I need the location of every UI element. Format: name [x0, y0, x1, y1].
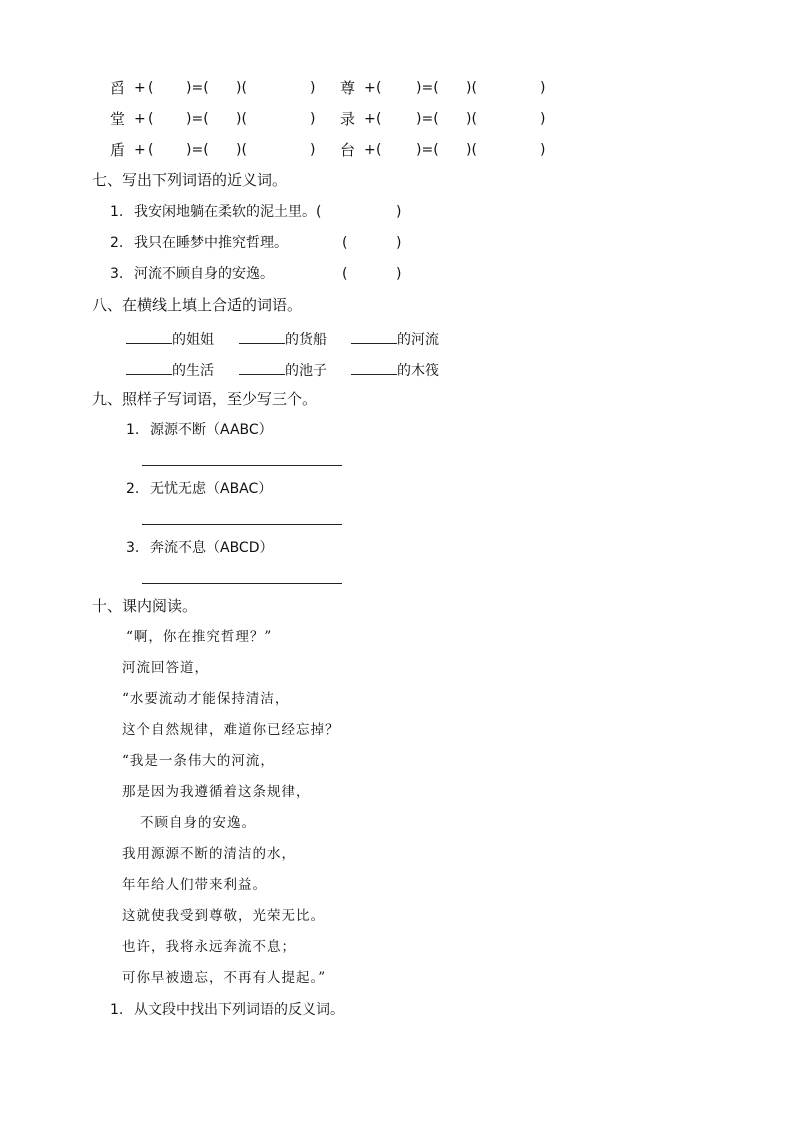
item-number: 1. [110, 204, 124, 220]
compound-char: 台 [340, 141, 356, 159]
paren-pair: )( [236, 80, 247, 96]
poem-line: 也许，我将永远奔流不息； [122, 939, 296, 955]
answer-blank[interactable] [126, 358, 172, 375]
plus-sign: + [364, 80, 376, 96]
plus-sign: + [134, 142, 146, 158]
paren-equals: )=( [416, 142, 439, 158]
item-number: 3. [126, 540, 140, 556]
compound-char: 堂 [110, 110, 126, 128]
answer-blank[interactable] [351, 358, 397, 375]
answer-blank[interactable] [239, 358, 285, 375]
answer-line[interactable] [142, 524, 342, 525]
paren-close: ) [540, 111, 546, 127]
item-number: 1. [126, 422, 140, 438]
paren-close: ) [396, 266, 402, 282]
paren-close: ) [310, 111, 316, 127]
fill-blank-item [239, 327, 327, 350]
item-text: 我只在睡梦中推究哲理。 [134, 235, 288, 251]
item-text: 河流不顾自身的安逸。 [134, 266, 274, 282]
paren-equals: )=( [186, 80, 209, 96]
compound-char: 舀 [110, 79, 126, 97]
poem-line: 我用源源不断的清洁的水， [122, 846, 296, 862]
paren-open: ( [376, 111, 382, 127]
paren-close: ) [540, 142, 546, 158]
paren-open: ( [342, 235, 348, 251]
paren-pair: )( [236, 142, 247, 158]
poem-line: 那是因为我遵循着这条规律， [122, 784, 311, 800]
poem-line: “我是一条伟大的河流， [122, 753, 275, 769]
section-title: 九、照样子写词语，至少写三个。 [92, 390, 318, 408]
answer-line[interactable] [142, 583, 342, 584]
paren-open: ( [376, 80, 382, 96]
answer-blank[interactable] [351, 327, 397, 344]
plus-sign: + [364, 111, 376, 127]
poem-line: 可你早被遗忘，不再有人提起。” [122, 970, 327, 986]
plus-sign: + [134, 111, 146, 127]
item-text: 源源不断（AABC） [150, 422, 273, 438]
question-text: 从文段中找出下列词语的反义词。 [134, 1002, 344, 1018]
item-number: 2. [110, 235, 124, 251]
paren-close: ) [310, 80, 316, 96]
answer-blank[interactable] [239, 327, 285, 344]
paren-close: ) [396, 204, 402, 220]
blank-suffix: 的木筏 [397, 363, 439, 379]
paren-pair: )( [466, 142, 477, 158]
paren-open: ( [148, 142, 154, 158]
poem-line: 这个自然规律，难道你已经忘掉？ [122, 722, 340, 738]
plus-sign: + [134, 80, 146, 96]
item-text: 无忧无虑（ABAC） [150, 481, 273, 497]
item-text: 奔流不息（ABCD） [150, 540, 274, 556]
fill-blank-item [351, 358, 439, 381]
poem-line: 不顾自身的安逸。 [140, 815, 256, 831]
paren-pair: )( [466, 111, 477, 127]
blank-suffix: 的池子 [285, 363, 327, 379]
section-title: 七、写出下列词语的近义词。 [92, 171, 288, 189]
blank-suffix: 的姐姐 [172, 332, 214, 348]
plus-sign: + [364, 142, 376, 158]
compound-char: 录 [340, 110, 356, 128]
poem-line: “水要流动才能保持清洁， [122, 691, 290, 707]
paren-equals: )=( [416, 111, 439, 127]
poem-line: 这就使我受到尊敬，光荣无比。 [122, 908, 325, 924]
fill-blank-item [126, 327, 214, 350]
poem-line: 年年给人们带来利益。 [122, 877, 267, 893]
compound-char: 盾 [110, 141, 126, 159]
paren-open: ( [148, 80, 154, 96]
fill-blank-item [351, 327, 439, 350]
answer-blank[interactable] [126, 327, 172, 344]
poem-line: 河流回答道， [122, 660, 209, 676]
blank-suffix: 的货船 [285, 332, 327, 348]
paren-equals: )=( [186, 142, 209, 158]
paren-open: ( [148, 111, 154, 127]
blank-suffix: 的河流 [397, 332, 439, 348]
poem-line: “啊，你在推究哲理？” [126, 629, 273, 645]
paren-open: ( [342, 266, 348, 282]
answer-line[interactable] [142, 465, 342, 466]
paren-pair: )( [466, 80, 477, 96]
paren-equals: )=( [186, 111, 209, 127]
blank-suffix: 的生活 [172, 363, 214, 379]
compound-char: 尊 [340, 79, 356, 97]
item-number: 1. [110, 1002, 124, 1018]
fill-blank-item [239, 358, 327, 381]
paren-pair: )( [236, 111, 247, 127]
paren-equals: )=( [416, 80, 439, 96]
item-number: 3. [110, 266, 124, 282]
item-text: 我安闲地躺在柔软的泥土里。( [134, 204, 322, 220]
paren-close: ) [540, 80, 546, 96]
section-title: 八、在横线上填上合适的词语。 [92, 296, 303, 314]
fill-blank-item [126, 358, 214, 381]
paren-close: ) [310, 142, 316, 158]
item-number: 2. [126, 481, 140, 497]
section-title: 十、课内阅读。 [92, 597, 198, 615]
paren-open: ( [376, 142, 382, 158]
paren-close: ) [396, 235, 402, 251]
